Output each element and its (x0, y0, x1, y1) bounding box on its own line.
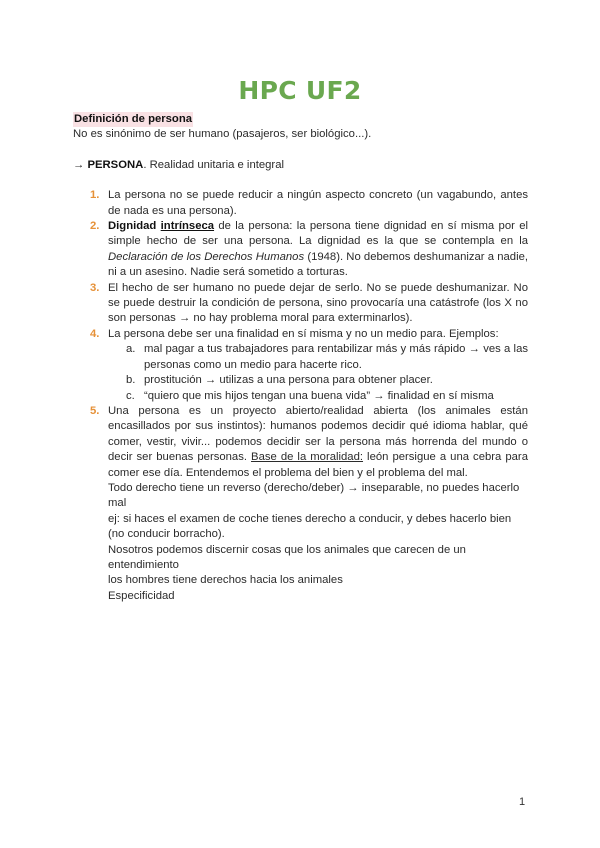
list-item (73, 327, 528, 404)
extra-notes (108, 481, 528, 604)
list-item (73, 188, 528, 219)
arrow-icon: → (73, 158, 88, 171)
list-item-text: (1948). No debemos deshumanizar a nadie, ni a un asesino. Nadie será sometido a torturas. (108, 250, 528, 279)
list-item (73, 404, 528, 604)
list-item-text: El hecho de ser humano no puede dejar de serlo. No se puede deshumanizar. No se puede destruir la condición de persona, sino provocaría una catástrofe (los X no son personas → no hay problema moral para exterminarlos). (108, 281, 528, 325)
intro-text: No es sinónimo de ser humano (pasajeros, ser biológico...). (73, 128, 372, 141)
persona-description: . Realidad unitaria e integral (143, 158, 284, 171)
sub-list (108, 342, 528, 404)
intrinseca-label: intrínseca (160, 220, 215, 233)
note-line: Todo derecho tiene un reverso (derecho/deber) → inseparable, no puedes hacerlo mal (108, 481, 520, 510)
sub-list-text: “quiero que mis hijos tengan una buena vida” → finalidad en sí misma (144, 389, 494, 402)
list-item-text: La persona debe ser una finalidad en sí misma y no un medio para. Ejemplos: (108, 327, 499, 340)
persona-line (73, 158, 528, 173)
list-number: 4. (90, 327, 100, 340)
document-body (73, 112, 528, 604)
list-item (73, 219, 528, 281)
sub-list-text: mal pagar a tus trabajadores para rentabilizar más y más rápido → ves a las personas como un medio para hacerte rico. (144, 343, 528, 371)
declaration-title: Declaración de los Derechos Humanos (108, 250, 305, 263)
dignidad-label: Dignidad (108, 220, 161, 233)
moralidad-link-text: Base de la moralidad: (251, 451, 364, 464)
persona-label: PERSONA (87, 158, 144, 171)
page-title: HPC UF2 (238, 76, 362, 105)
page-number: 1 (519, 796, 526, 808)
sub-list-item (108, 342, 528, 373)
list-number: 3. (90, 281, 100, 294)
list-item-text: de la persona: la persona tiene dignidad en sí misma por el simple hecho de ser una persona. La dignidad es la que se contempla en la (108, 220, 528, 248)
note-line: Especificidad (108, 589, 175, 602)
section-heading (73, 112, 528, 127)
sub-list-item (108, 373, 528, 388)
list-item (73, 281, 528, 327)
note-line: los hombres tiene derechos hacia los animales (108, 574, 343, 587)
sub-list-text: prostitución → utilizas a una persona para obtener placer. (144, 374, 433, 387)
numbered-list (73, 188, 528, 604)
list-item-text: Una persona es un proyecto abierto/realidad abierta (los animales están encasillados por sus instintos): humanos podemos decidir qué idioma hablar, qué comer, vestir, vivir... podemos decidir ser la persona más horrenda del mundo o decir ser buenas personas. (108, 404, 528, 464)
note-line: ej: si haces el examen de coche tienes derecho a conducir, y debes hacerlo bien (no conducir borracho). (108, 512, 512, 541)
section-title: Definición de persona (73, 112, 193, 127)
list-number: 5. (90, 404, 100, 417)
list-item-text: león persigue a una cebra para comer ese día. Entendemos el problema del bien y el problema del mal. (108, 451, 528, 479)
note-line: Nosotros podemos discernir cosas que los animales que carecen de un entendimiento (108, 543, 466, 571)
sub-list-item (108, 389, 528, 404)
sub-list-letter: b. (126, 374, 136, 387)
list-number: 1. (90, 189, 100, 202)
sub-list-letter: c. (126, 389, 135, 402)
list-number: 2. (90, 220, 100, 233)
sub-list-letter: a. (126, 343, 136, 356)
list-item-text: La persona no se puede reducir a ningún aspecto concreto (un vagabundo, antes de nada es una persona). (108, 189, 528, 217)
